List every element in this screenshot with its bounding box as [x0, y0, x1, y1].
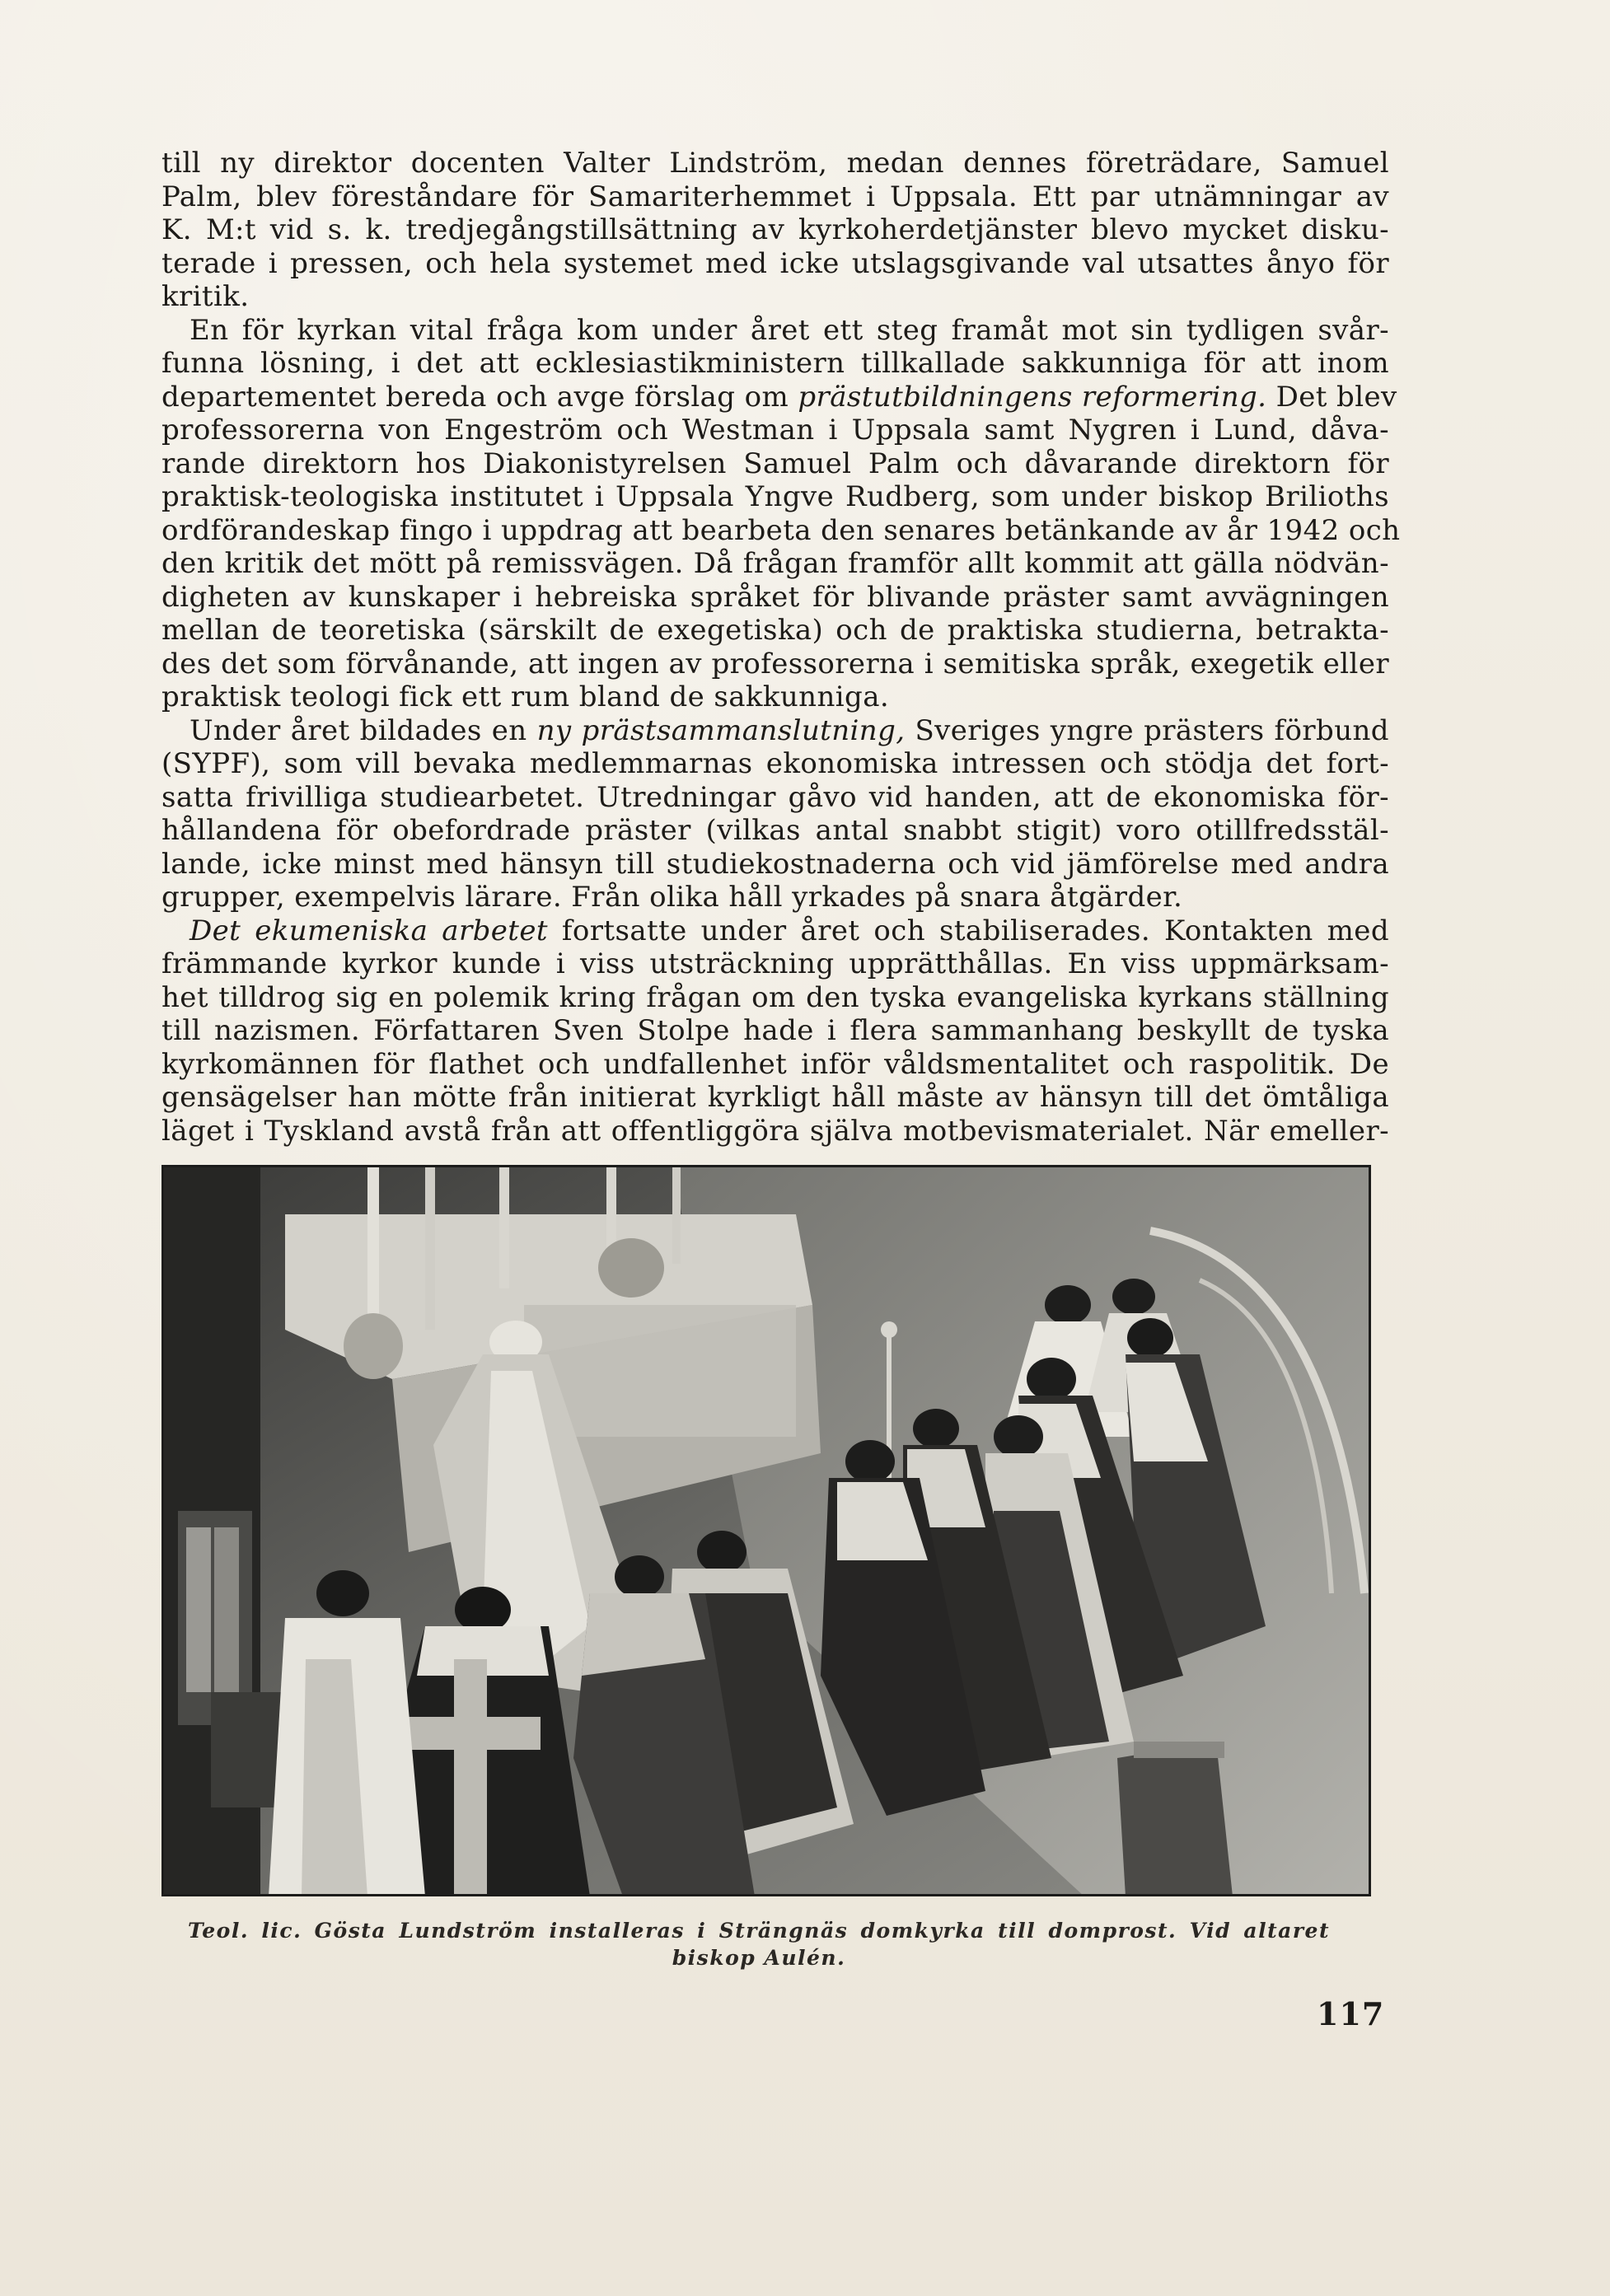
page-number: 117 — [1317, 1995, 1385, 2032]
text-line: K. M:t vid s. k. tredjegångstillsättning av kyrkoherdetjänster blevo mycket disku- — [161, 213, 1389, 246]
body-text — [161, 147, 1401, 1148]
caption-line: Teol. lic. Gösta Lundström installeras i Strängnäs domkyrka till domprost. Vid altaret — [188, 1919, 1330, 1943]
text-line: den kritik det mött på remissvägen. Då frågan framför allt kommit att gälla nödvän- — [161, 547, 1389, 580]
text-line — [161, 380, 1397, 414]
italic-term: Det ekumeniska arbetet — [190, 914, 548, 947]
text-line: terade i pressen, och hela systemet med icke utslagsgivande val utsattes ånyo för — [161, 246, 1389, 280]
italic-term: ny prästsammanslutning, — [536, 713, 906, 747]
text-fragment: fortsatte under året och stabiliserades. Kontakten med — [561, 914, 1389, 947]
text-line: praktisk teologi fick ett rum bland de sakkunniga. — [161, 680, 890, 713]
text-line: En för kyrkan vital fråga kom under året ett steg framåt mot sin tydligen svår- — [190, 313, 1389, 347]
text-line: kritik. — [161, 280, 250, 313]
text-line: professorerna von Engeström och Westman i Uppsala samt Nygren i Lund, dåva- — [161, 414, 1389, 447]
photo-illustration — [161, 1165, 1371, 1896]
text-line: gensägelser han mötte från initierat kyrkligt håll måste av hänsyn till det ömtåliga — [161, 1081, 1389, 1114]
text-fragment: Under året bildades en — [190, 713, 527, 747]
text-fragment: Sveriges yngre prästers förbund — [915, 713, 1389, 747]
text-line — [161, 714, 1389, 748]
text-line: mellan de teoretiska (särskilt de exegetiska) och de praktiska studierna, betrakta- — [161, 614, 1389, 647]
text-line: främmande kyrkor kunde i viss utsträckning upprätthållas. En viss uppmärksam- — [161, 947, 1389, 980]
text-line: till nazismen. Författaren Sven Stolpe hade i flera sammanhang beskyllt de tyska — [161, 1014, 1389, 1047]
cathedral-photo — [161, 1165, 1371, 1896]
text-line: grupper, exempelvis lärare. Från olika håll yrkades på snara åtgärder. — [161, 881, 1183, 914]
text-line: praktisk-teologiska institutet i Uppsala Yngve Rudberg, som under biskop Brilioths — [161, 480, 1389, 513]
text-line: hållandena för obefordrade präster (vilkas antal snabbt stigit) voro otillfredsstäl- — [161, 814, 1389, 847]
text-line: (SYPF), som vill bevaka medlemmarnas ekonomiska intressen och stödja det fort- — [161, 747, 1389, 780]
text-line: rande direktorn hos Diakonistyrelsen Samuel Palm och dåvarande direktorn för — [161, 447, 1389, 480]
text-line: satta frivilliga studiearbetet. Utredningar gåvo vid handen, att de ekonomiska för- — [161, 780, 1389, 814]
text-line: funna lösning, i det att ecklesiastikministern tillkallade sakkunniga för att inom — [161, 347, 1389, 380]
text-line: het tilldrog sig en polemik kring frågan om den tyska evangeliska kyrkans ställning — [161, 980, 1389, 1014]
text-line: des det som förvånande, att ingen av professorerna i semitiska språk, exegetik eller — [161, 647, 1389, 680]
text-line: läget i Tyskland avstå från att offentliggöra själva motbevismaterialet. När emeller- — [161, 1114, 1389, 1148]
text-fragment: Det blev — [1275, 380, 1397, 414]
text-line: ordförandeskap fingo i uppdrag att bearbeta den senares betänkande av år 1942 och — [161, 513, 1401, 547]
italic-term: prästutbildningens reformering. — [798, 380, 1267, 414]
text-line: till ny direktor docenten Valter Lindström, medan dennes företrädare, Samuel — [161, 147, 1389, 180]
text-line: digheten av kunskaper i hebreiska språket för blivande präster samt avvägningen — [161, 580, 1389, 614]
text-line: lande, icke minst med hänsyn till studiekostnaderna och vid jämförelse med andra — [161, 847, 1389, 881]
caption-line: biskop Aulén. — [672, 1946, 846, 1970]
photo-caption — [188, 1917, 1330, 1971]
text-line: kyrkomännen för flathet och undfallenhet inför våldsmentalitet och raspolitik. De — [161, 1047, 1389, 1081]
text-line — [161, 914, 1389, 948]
text-line: Palm, blev föreståndare för Samariterhemmet i Uppsala. Ett par utnämningar av — [161, 180, 1389, 213]
text-fragment: departementet bereda och avge förslag om — [161, 380, 789, 414]
